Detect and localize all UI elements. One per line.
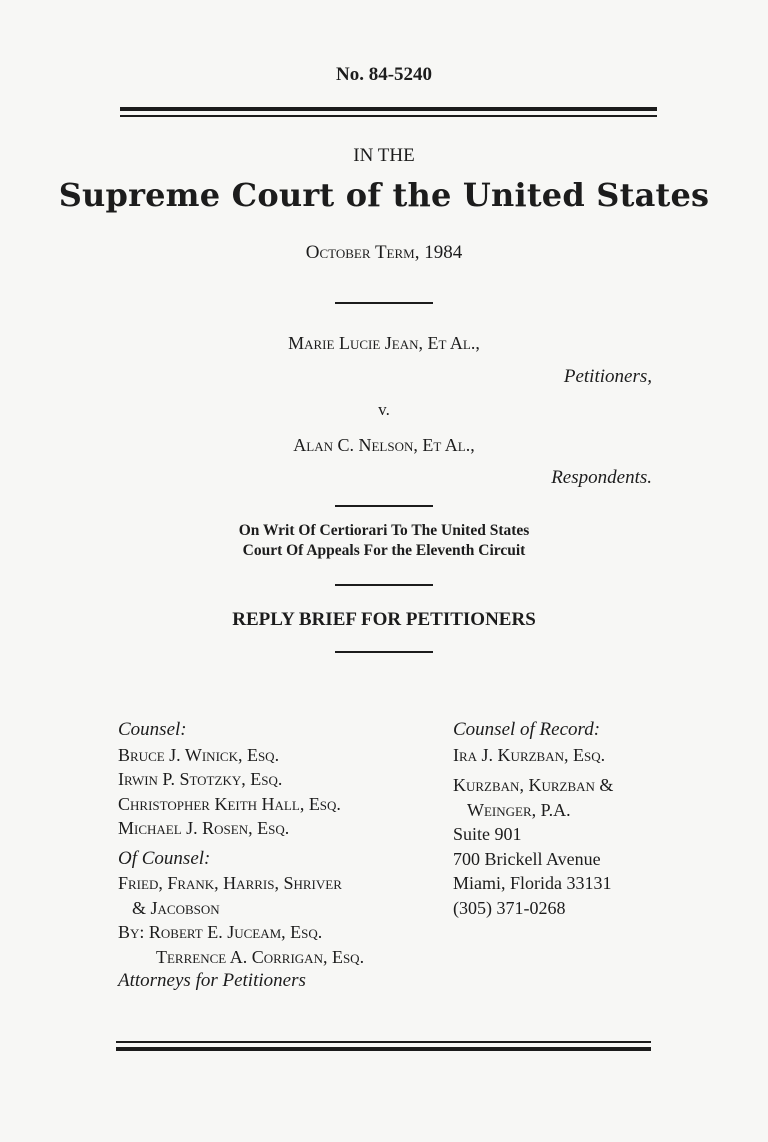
short-rule-4 xyxy=(335,651,433,653)
address-line: Suite 901 xyxy=(453,824,522,844)
court-name: Supreme Court of the United States xyxy=(58,176,710,214)
respondent-name: Alan C. Nelson, Et Al., xyxy=(293,435,475,455)
phone-number: (305) 371-0268 xyxy=(453,897,566,918)
writ-line-2: Court Of Appeals For the Eleventh Circuit xyxy=(242,542,526,559)
of-counsel-heading: Of Counsel: xyxy=(118,847,211,869)
counsel-name: Bruce J. Winick, Esq. xyxy=(118,744,280,765)
counsel-name: Christopher Keith Hall, Esq. xyxy=(118,793,341,814)
petitioner-name: Marie Lucie Jean, Et Al., xyxy=(288,333,480,353)
brief-title: REPLY BRIEF FOR PETITIONERS xyxy=(232,609,536,630)
attorneys-for-label: Attorneys for Petitioners xyxy=(118,970,306,991)
firm-name-line-2: & Jacobson xyxy=(132,897,220,918)
short-rule-1 xyxy=(335,302,433,304)
record-firm-line-1: Kurzban, Kurzban & xyxy=(453,775,614,795)
respondent-role: Respondents. xyxy=(551,467,652,488)
record-firm-line-2: Weinger, P.A. xyxy=(467,799,571,820)
petitioner-role: Petitioners, xyxy=(563,366,652,387)
docket-number: No. 84-5240 xyxy=(335,64,433,85)
short-rule-2 xyxy=(335,505,433,507)
counsel-name: Irwin P. Stotzky, Esq. xyxy=(118,769,283,789)
counsel-column xyxy=(118,718,364,994)
by-attorney-1: By: Robert E. Juceam, Esq. xyxy=(118,922,323,942)
address-line: Miami, Florida 33131 xyxy=(453,873,612,893)
short-rule-3 xyxy=(335,584,433,586)
counsel-heading: Counsel: xyxy=(118,719,187,740)
top-rule-thick xyxy=(120,107,657,111)
address-line: 700 Brickell Avenue xyxy=(453,848,601,869)
counsel-of-record-name: Ira J. Kurzban, Esq. xyxy=(453,744,606,765)
top-rule-thin xyxy=(120,115,657,117)
bottom-rule-thick xyxy=(116,1047,651,1051)
counsel-name: Michael J. Rosen, Esq. xyxy=(118,818,290,838)
by-attorney-2: Terrence A. Corrigan, Esq. xyxy=(156,946,365,967)
in-the-label: IN THE xyxy=(353,145,415,166)
writ-line-1: On Writ Of Certiorari To The United States xyxy=(238,522,530,539)
versus-label: v. xyxy=(378,400,390,419)
counsel-of-record-column xyxy=(453,718,613,920)
counsel-of-record-heading: Counsel of Record: xyxy=(453,719,601,740)
term-label: October Term, 1984 xyxy=(305,242,463,263)
bottom-rule-thin xyxy=(116,1041,651,1043)
firm-name-line-1: Fried, Frank, Harris, Shriver xyxy=(118,873,342,893)
